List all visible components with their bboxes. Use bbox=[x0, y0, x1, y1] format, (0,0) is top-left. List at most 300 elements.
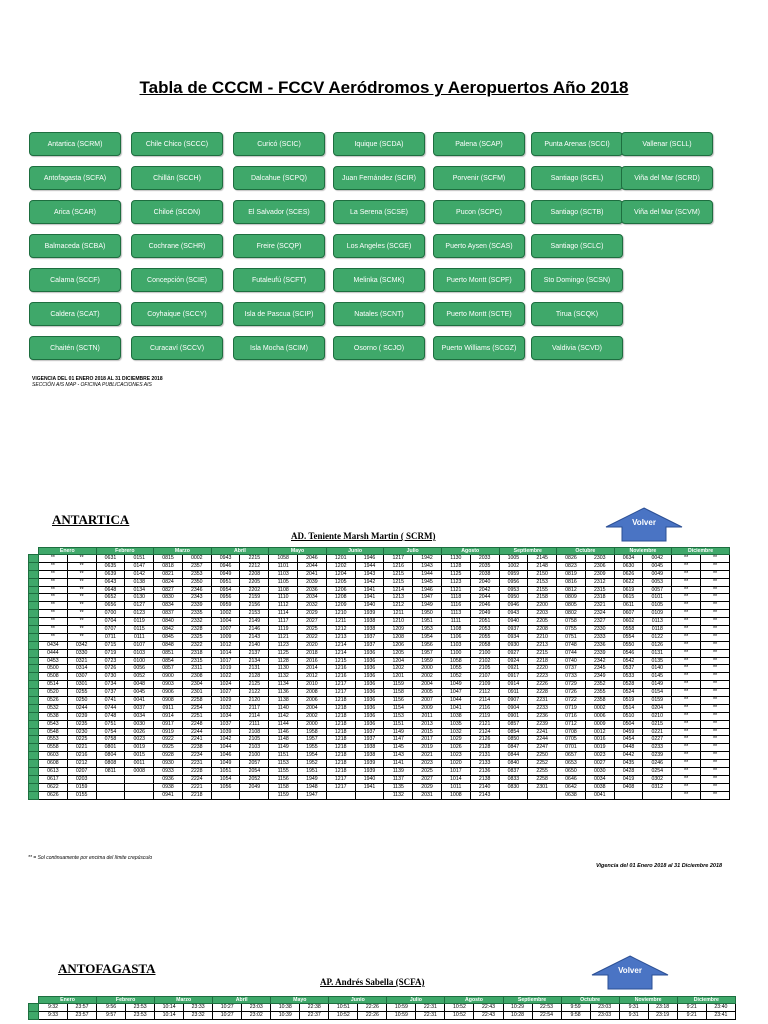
time-cell: 0801 bbox=[96, 744, 125, 752]
airport-button[interactable]: Palena (SCAP) bbox=[433, 132, 525, 156]
time-cell: 0053 bbox=[643, 578, 672, 586]
time-cell: 0737 bbox=[557, 665, 586, 673]
time-cell: 0823 bbox=[557, 562, 586, 570]
airport-button[interactable]: Puerto Montt (SCPF) bbox=[433, 268, 525, 292]
time-cell: 1938 bbox=[355, 752, 384, 760]
time-cell: 0653 bbox=[557, 760, 586, 768]
time-cell: 10:27 bbox=[213, 1004, 242, 1012]
time-cell: 2020 bbox=[298, 641, 327, 649]
time-cell: ** bbox=[39, 610, 68, 618]
time-cell: 1218 bbox=[326, 768, 355, 776]
time-cell: ** bbox=[672, 555, 701, 563]
time-cell: 2109 bbox=[470, 681, 499, 689]
table-row bbox=[29, 657, 730, 665]
time-cell: 0537 bbox=[614, 665, 643, 673]
airport-button[interactable]: Isla Mocha (SCIM) bbox=[233, 336, 325, 360]
time-cell: 1058 bbox=[269, 555, 298, 563]
time-cell: 0221 bbox=[67, 744, 96, 752]
table-row bbox=[29, 641, 730, 649]
time-cell: 0907 bbox=[499, 697, 528, 705]
time-cell: 0729 bbox=[557, 681, 586, 689]
time-cell: 2345 bbox=[585, 665, 614, 673]
time-cell bbox=[96, 775, 125, 783]
airport-button[interactable]: Pucon (SCPC) bbox=[433, 200, 525, 224]
time-cell: 23:53 bbox=[126, 1004, 155, 1012]
time-cell: 0622 bbox=[614, 578, 643, 586]
month-header: Junio bbox=[326, 548, 384, 555]
time-cell: 1132 bbox=[269, 673, 298, 681]
time-cell: 1058 bbox=[441, 657, 470, 665]
time-cell: 0704 bbox=[96, 618, 125, 626]
time-cell: 0740 bbox=[557, 657, 586, 665]
month-header: Octubre bbox=[557, 548, 615, 555]
time-cell: 2254 bbox=[182, 704, 211, 712]
time-cell: 2012 bbox=[298, 673, 327, 681]
table-row bbox=[29, 618, 730, 626]
time-cell: 1153 bbox=[384, 712, 413, 720]
time-cell: 0707 bbox=[96, 626, 125, 634]
time-cell: 1123 bbox=[441, 578, 470, 586]
time-cell bbox=[499, 791, 528, 799]
volver-button-1[interactable] bbox=[604, 507, 684, 543]
time-cell: 1940 bbox=[355, 775, 384, 783]
time-cell: 2004 bbox=[413, 681, 442, 689]
row-number-cell bbox=[29, 610, 39, 618]
time-cell: 1210 bbox=[384, 618, 413, 626]
month-header: Abril bbox=[213, 997, 271, 1004]
time-cell: 1208 bbox=[384, 633, 413, 641]
time-cell: 1952 bbox=[298, 760, 327, 768]
airport-button[interactable]: Vallenar (SCLL) bbox=[621, 132, 713, 156]
airport-button[interactable]: Calama (SCCF) bbox=[29, 268, 121, 292]
time-cell: 0723 bbox=[96, 657, 125, 665]
time-cell: 1957 bbox=[413, 649, 442, 657]
time-cell: ** bbox=[700, 657, 729, 665]
time-cell: 2153 bbox=[528, 578, 557, 586]
airport-button[interactable]: Juan Fernández (SCIR) bbox=[333, 166, 425, 190]
airport-button[interactable]: Chaitén (SCTN) bbox=[29, 336, 121, 360]
vigencia-bottom: Vigencia del 01 Enero 2018 al 31 Diciembre 2018 bbox=[596, 863, 723, 869]
time-cell: ** bbox=[700, 697, 729, 705]
time-cell: 0946 bbox=[211, 562, 240, 570]
time-cell: 0613 bbox=[39, 768, 68, 776]
time-cell: 1108 bbox=[269, 586, 298, 594]
time-cell: 2244 bbox=[528, 736, 557, 744]
time-cell: 0619 bbox=[614, 586, 643, 594]
time-cell: 0744 bbox=[96, 704, 125, 712]
time-cell: 2126 bbox=[470, 736, 499, 744]
time-cell: 0854 bbox=[499, 728, 528, 736]
time-cell: ** bbox=[67, 594, 96, 602]
time-cell: ** bbox=[39, 626, 68, 634]
time-cell bbox=[240, 791, 269, 799]
time-cell: 1132 bbox=[384, 791, 413, 799]
time-cell: 1938 bbox=[355, 626, 384, 634]
time-cell bbox=[96, 783, 125, 791]
airport-button[interactable]: Futaleufú (SCFT) bbox=[233, 268, 325, 292]
time-cell: 1201 bbox=[326, 555, 355, 563]
airport-button[interactable]: Puerto Williams (SCGZ) bbox=[433, 336, 525, 360]
time-cell: 2241 bbox=[182, 736, 211, 744]
time-cell: 1119 bbox=[269, 626, 298, 634]
row-number-cell bbox=[29, 665, 39, 673]
time-cell: 1211 bbox=[384, 610, 413, 618]
time-cell: 1125 bbox=[441, 570, 470, 578]
airport-button[interactable]: Viña del Mar (SCRD) bbox=[621, 166, 713, 190]
time-cell: ** bbox=[39, 633, 68, 641]
time-cell: 0154 bbox=[643, 689, 672, 697]
time-cell: 2120 bbox=[240, 697, 269, 705]
airport-button[interactable]: Freire (SCQP) bbox=[233, 234, 325, 258]
time-cell: 1949 bbox=[298, 775, 327, 783]
time-cell: 2125 bbox=[240, 681, 269, 689]
table-row bbox=[29, 555, 730, 563]
time-cell: 2054 bbox=[240, 768, 269, 776]
table-row bbox=[29, 752, 730, 760]
airport-button[interactable]: Santiago (SCTB) bbox=[531, 200, 623, 224]
airport-button[interactable]: Caldera (SCAT) bbox=[29, 302, 121, 326]
time-cell: ** bbox=[67, 618, 96, 626]
time-cell: 0719 bbox=[557, 704, 586, 712]
time-cell: 0934 bbox=[499, 633, 528, 641]
time-cell: 0149 bbox=[643, 681, 672, 689]
time-cell: 2011 bbox=[413, 712, 442, 720]
month-header: Enero bbox=[39, 548, 97, 555]
airport-button[interactable]: Iquique (SCDA) bbox=[333, 132, 425, 156]
time-cell: 0508 bbox=[39, 673, 68, 681]
time-cell: 23:57 bbox=[68, 1004, 97, 1012]
section-title-antofagasta: ANTOFAGASTA bbox=[58, 961, 156, 976]
airport-button[interactable]: Tirua (SCQK) bbox=[531, 302, 623, 326]
time-cell: 1044 bbox=[211, 744, 240, 752]
time-cell: 1955 bbox=[298, 744, 327, 752]
time-cell: 2150 bbox=[528, 570, 557, 578]
time-cell: 2100 bbox=[470, 649, 499, 657]
time-cell: 22:53 bbox=[532, 1004, 561, 1012]
time-cell: 2336 bbox=[585, 641, 614, 649]
time-cell: 1156 bbox=[384, 697, 413, 705]
time-cell: 2149 bbox=[240, 618, 269, 626]
row-number-cell bbox=[29, 618, 39, 626]
time-cell: 0302 bbox=[643, 775, 672, 783]
time-cell: 1140 bbox=[269, 704, 298, 712]
time-cell: 9:32 bbox=[39, 1004, 68, 1012]
time-cell: ** bbox=[700, 610, 729, 618]
time-cell: 0930 bbox=[154, 760, 183, 768]
time-cell: 1002 bbox=[499, 562, 528, 570]
airport-button[interactable]: Porvenir (SCFM) bbox=[433, 166, 525, 190]
time-cell: 0748 bbox=[557, 641, 586, 649]
time-cell: 1147 bbox=[384, 736, 413, 744]
airport-button[interactable]: Chile Chico (SCCC) bbox=[131, 132, 223, 156]
time-cell: 0716 bbox=[557, 712, 586, 720]
time-cell: 23:03 bbox=[590, 1011, 619, 1019]
time-cell: 0808 bbox=[96, 760, 125, 768]
time-cell: 0857 bbox=[499, 720, 528, 728]
time-cell: 0255 bbox=[67, 689, 96, 697]
row-number-cell bbox=[29, 594, 39, 602]
time-cell: ** bbox=[672, 760, 701, 768]
time-cell: 1005 bbox=[499, 555, 528, 563]
time-cell: 1051 bbox=[211, 768, 240, 776]
airport-button[interactable]: Isla de Pascua (SCIP) bbox=[233, 302, 325, 326]
time-cell: 2343 bbox=[182, 594, 211, 602]
time-cell: 0638 bbox=[557, 791, 586, 799]
time-cell: 1204 bbox=[326, 570, 355, 578]
time-cell: 1942 bbox=[355, 578, 384, 586]
time-cell: ** bbox=[700, 562, 729, 570]
time-cell: 1130 bbox=[269, 665, 298, 673]
table-row bbox=[29, 697, 730, 705]
time-cell: 1218 bbox=[326, 736, 355, 744]
time-cell: 2044 bbox=[470, 594, 499, 602]
time-cell: 10:52 bbox=[329, 1011, 358, 1019]
month-header: Septiembre bbox=[503, 997, 561, 1004]
time-cell: 0215 bbox=[643, 720, 672, 728]
airport-button[interactable]: Chillán (SCCH) bbox=[131, 166, 223, 190]
row-number-cell bbox=[29, 681, 39, 689]
airport-button[interactable]: Concepción (SCIE) bbox=[131, 268, 223, 292]
airport-button[interactable]: Osorno ( SCJO) bbox=[333, 336, 425, 360]
airport-button[interactable]: Los Angeles (SCGE) bbox=[333, 234, 425, 258]
time-cell: 2046 bbox=[298, 555, 327, 563]
time-cell: 2318 bbox=[182, 649, 211, 657]
time-cell: 0830 bbox=[154, 594, 183, 602]
row-number-cell bbox=[29, 602, 39, 610]
time-cell: 0956 bbox=[499, 578, 528, 586]
volver-button-2[interactable] bbox=[590, 955, 670, 991]
airport-button[interactable]: Antartica (SCRM) bbox=[29, 132, 121, 156]
time-cell: 1135 bbox=[384, 783, 413, 791]
time-cell: 2058 bbox=[470, 641, 499, 649]
time-cell: 0207 bbox=[67, 768, 96, 776]
time-cell: 0737 bbox=[96, 689, 125, 697]
time-cell: 1108 bbox=[441, 626, 470, 634]
month-header: Junio bbox=[329, 997, 387, 1004]
time-cell: 1209 bbox=[326, 602, 355, 610]
time-cell: ** bbox=[672, 689, 701, 697]
time-cell: 1937 bbox=[355, 633, 384, 641]
time-cell: 0626 bbox=[614, 570, 643, 578]
time-cell: 0553 bbox=[39, 736, 68, 744]
aerodrome-title-scfa: AP. Andrés Sabella (SCFA) bbox=[320, 977, 425, 987]
time-cell: 2213 bbox=[528, 641, 557, 649]
time-cell: 2025 bbox=[298, 626, 327, 634]
airport-button[interactable]: Arica (SCAR) bbox=[29, 200, 121, 224]
airport-button[interactable]: Balmaceda (SCBA) bbox=[29, 234, 121, 258]
airport-button[interactable]: Melinka (SCMK) bbox=[333, 268, 425, 292]
time-cell: 0733 bbox=[557, 673, 586, 681]
time-cell: 0532 bbox=[39, 704, 68, 712]
time-cell: 2006 bbox=[298, 697, 327, 705]
time-cell: 0254 bbox=[643, 768, 672, 776]
time-cell: 2013 bbox=[413, 720, 442, 728]
airport-button[interactable]: Curacaví (SCCV) bbox=[131, 336, 223, 360]
airport-button[interactable]: El Salvador (SCES) bbox=[233, 200, 325, 224]
time-cell: 1047 bbox=[441, 689, 470, 697]
time-cell: 0444 bbox=[39, 649, 68, 657]
time-cell: 2218 bbox=[528, 657, 557, 665]
time-cell: 2114 bbox=[470, 697, 499, 705]
time-cell: 2315 bbox=[585, 586, 614, 594]
time-cell: 1130 bbox=[441, 555, 470, 563]
time-cell: 2158 bbox=[528, 594, 557, 602]
time-cell: 10:59 bbox=[387, 1011, 416, 1019]
time-cell: 1214 bbox=[326, 649, 355, 657]
time-cell: 1212 bbox=[384, 602, 413, 610]
time-cell: 2008 bbox=[298, 689, 327, 697]
time-cell: 0631 bbox=[96, 555, 125, 563]
time-cell: 0126 bbox=[643, 641, 672, 649]
time-cell: 0705 bbox=[557, 736, 586, 744]
time-cell: 0042 bbox=[643, 555, 672, 563]
time-cell: 0115 bbox=[125, 626, 154, 634]
time-cell: 0408 bbox=[614, 783, 643, 791]
time-cell: 0930 bbox=[499, 641, 528, 649]
time-cell: 1014 bbox=[211, 649, 240, 657]
time-cell: 0134 bbox=[125, 586, 154, 594]
airport-button[interactable]: Santiago (SCLC) bbox=[531, 234, 623, 258]
time-cell: 1136 bbox=[269, 689, 298, 697]
time-cell: 1218 bbox=[326, 760, 355, 768]
time-cell: 2333 bbox=[585, 633, 614, 641]
time-cell: 2027 bbox=[413, 775, 442, 783]
time-cell: ** bbox=[672, 626, 701, 634]
time-cell: 2215 bbox=[528, 649, 557, 657]
airport-button[interactable]: Punta Arenas (SCCI) bbox=[531, 132, 623, 156]
time-cell: ** bbox=[700, 555, 729, 563]
time-cell: 0950 bbox=[499, 594, 528, 602]
airport-button[interactable]: Dalcahue (SCPQ) bbox=[233, 166, 325, 190]
time-cell: 2156 bbox=[240, 602, 269, 610]
time-cell: 0938 bbox=[154, 783, 183, 791]
time-cell: 0533 bbox=[614, 673, 643, 681]
airport-button[interactable]: Chiloé (SCON) bbox=[131, 200, 223, 224]
row-number-cell bbox=[29, 744, 39, 752]
time-cell: 1026 bbox=[441, 744, 470, 752]
time-cell: 1959 bbox=[413, 657, 442, 665]
time-cell: 0105 bbox=[643, 602, 672, 610]
time-cell: 0850 bbox=[499, 736, 528, 744]
time-cell: 0558 bbox=[614, 626, 643, 634]
time-cell: ** bbox=[672, 712, 701, 720]
time-cell: 1141 bbox=[384, 760, 413, 768]
time-cell: 1002 bbox=[211, 610, 240, 618]
time-cell: 1148 bbox=[269, 736, 298, 744]
time-cell: 2236 bbox=[528, 712, 557, 720]
time-cell: 2143 bbox=[240, 633, 269, 641]
airport-button[interactable]: Curicó (SCIC) bbox=[233, 132, 325, 156]
time-cell: 1158 bbox=[384, 689, 413, 697]
time-cell: 0057 bbox=[643, 586, 672, 594]
time-cell: 1145 bbox=[384, 744, 413, 752]
airport-button[interactable]: Cochrane (SCHR) bbox=[131, 234, 223, 258]
time-cell: 2112 bbox=[470, 689, 499, 697]
time-cell: 2105 bbox=[470, 665, 499, 673]
time-cell: 1951 bbox=[413, 618, 442, 626]
time-cell: ** bbox=[672, 578, 701, 586]
time-cell: 1149 bbox=[384, 728, 413, 736]
time-cell: 1936 bbox=[355, 649, 384, 657]
time-cell: 2117 bbox=[240, 704, 269, 712]
table-row bbox=[29, 626, 730, 634]
time-cell: 9:58 bbox=[561, 1011, 590, 1019]
time-cell: 0135 bbox=[643, 657, 672, 665]
airport-button[interactable]: Puerto Aysen (SCAS) bbox=[433, 234, 525, 258]
time-cell: 0015 bbox=[125, 752, 154, 760]
time-cell: 0203 bbox=[67, 775, 96, 783]
time-cell: 1118 bbox=[441, 594, 470, 602]
time-cell: 0321 bbox=[67, 657, 96, 665]
time-cell: 0603 bbox=[39, 752, 68, 760]
time-cell: 0002 bbox=[585, 704, 614, 712]
time-cell: 1218 bbox=[326, 752, 355, 760]
airport-button[interactable]: Antofagasta (SCFA) bbox=[29, 166, 121, 190]
time-cell: 1014 bbox=[441, 775, 470, 783]
time-cell bbox=[326, 791, 355, 799]
airport-button[interactable]: Coyhaique (SCCY) bbox=[131, 302, 223, 326]
time-cell: 2202 bbox=[240, 586, 269, 594]
time-cell: 1153 bbox=[269, 760, 298, 768]
time-cell: 9:59 bbox=[561, 1004, 590, 1012]
time-cell: 1054 bbox=[211, 775, 240, 783]
time-cell: 1004 bbox=[211, 618, 240, 626]
time-cell: 23:41 bbox=[706, 1011, 735, 1019]
time-cell: 2023 bbox=[413, 760, 442, 768]
time-cell: 0607 bbox=[614, 610, 643, 618]
airport-button[interactable]: Sto Domingo (SCSN) bbox=[531, 268, 623, 292]
airport-button[interactable]: Viña del Mar (SCVM) bbox=[621, 200, 713, 224]
time-cell: 0903 bbox=[154, 681, 183, 689]
time-cell: ** bbox=[67, 586, 96, 594]
row-number-cell bbox=[29, 657, 39, 665]
time-cell: 0453 bbox=[39, 657, 68, 665]
time-cell: 2322 bbox=[182, 641, 211, 649]
time-cell: 1218 bbox=[326, 744, 355, 752]
time-cell: 0131 bbox=[643, 649, 672, 657]
table-row bbox=[29, 578, 730, 586]
time-cell: 9:31 bbox=[619, 1011, 648, 1019]
airport-button[interactable]: Valdivia (SCVD) bbox=[531, 336, 623, 360]
time-cell: 2055 bbox=[470, 633, 499, 641]
time-cell: 1218 bbox=[326, 728, 355, 736]
airport-button[interactable]: Puerto Montt (SCTE) bbox=[433, 302, 525, 326]
time-cell: 9:57 bbox=[97, 1011, 126, 1019]
time-cell: 1938 bbox=[355, 618, 384, 626]
table-row bbox=[29, 760, 730, 768]
time-cell: 2153 bbox=[240, 610, 269, 618]
time-cell: 0147 bbox=[125, 562, 154, 570]
airport-button[interactable]: Natales (SCNT) bbox=[333, 302, 425, 326]
time-cell: 0212 bbox=[67, 760, 96, 768]
time-cell: 0435 bbox=[614, 760, 643, 768]
time-cell: ** bbox=[672, 610, 701, 618]
time-cell: ** bbox=[700, 673, 729, 681]
airport-button[interactable]: Santiago (SCEL) bbox=[531, 166, 623, 190]
time-cell: 0914 bbox=[154, 712, 183, 720]
airport-button[interactable]: La Serena (SCSE) bbox=[333, 200, 425, 224]
time-cell: ** bbox=[67, 562, 96, 570]
time-cell: 0845 bbox=[154, 633, 183, 641]
time-cell: 2212 bbox=[240, 562, 269, 570]
time-cell: 0943 bbox=[499, 610, 528, 618]
row-number-cell bbox=[29, 1011, 39, 1019]
time-cell: 0041 bbox=[585, 791, 614, 799]
row-number-cell bbox=[29, 720, 39, 728]
time-cell: 1007 bbox=[211, 626, 240, 634]
time-cell: 10:28 bbox=[503, 1011, 532, 1019]
time-cell: 2131 bbox=[470, 752, 499, 760]
